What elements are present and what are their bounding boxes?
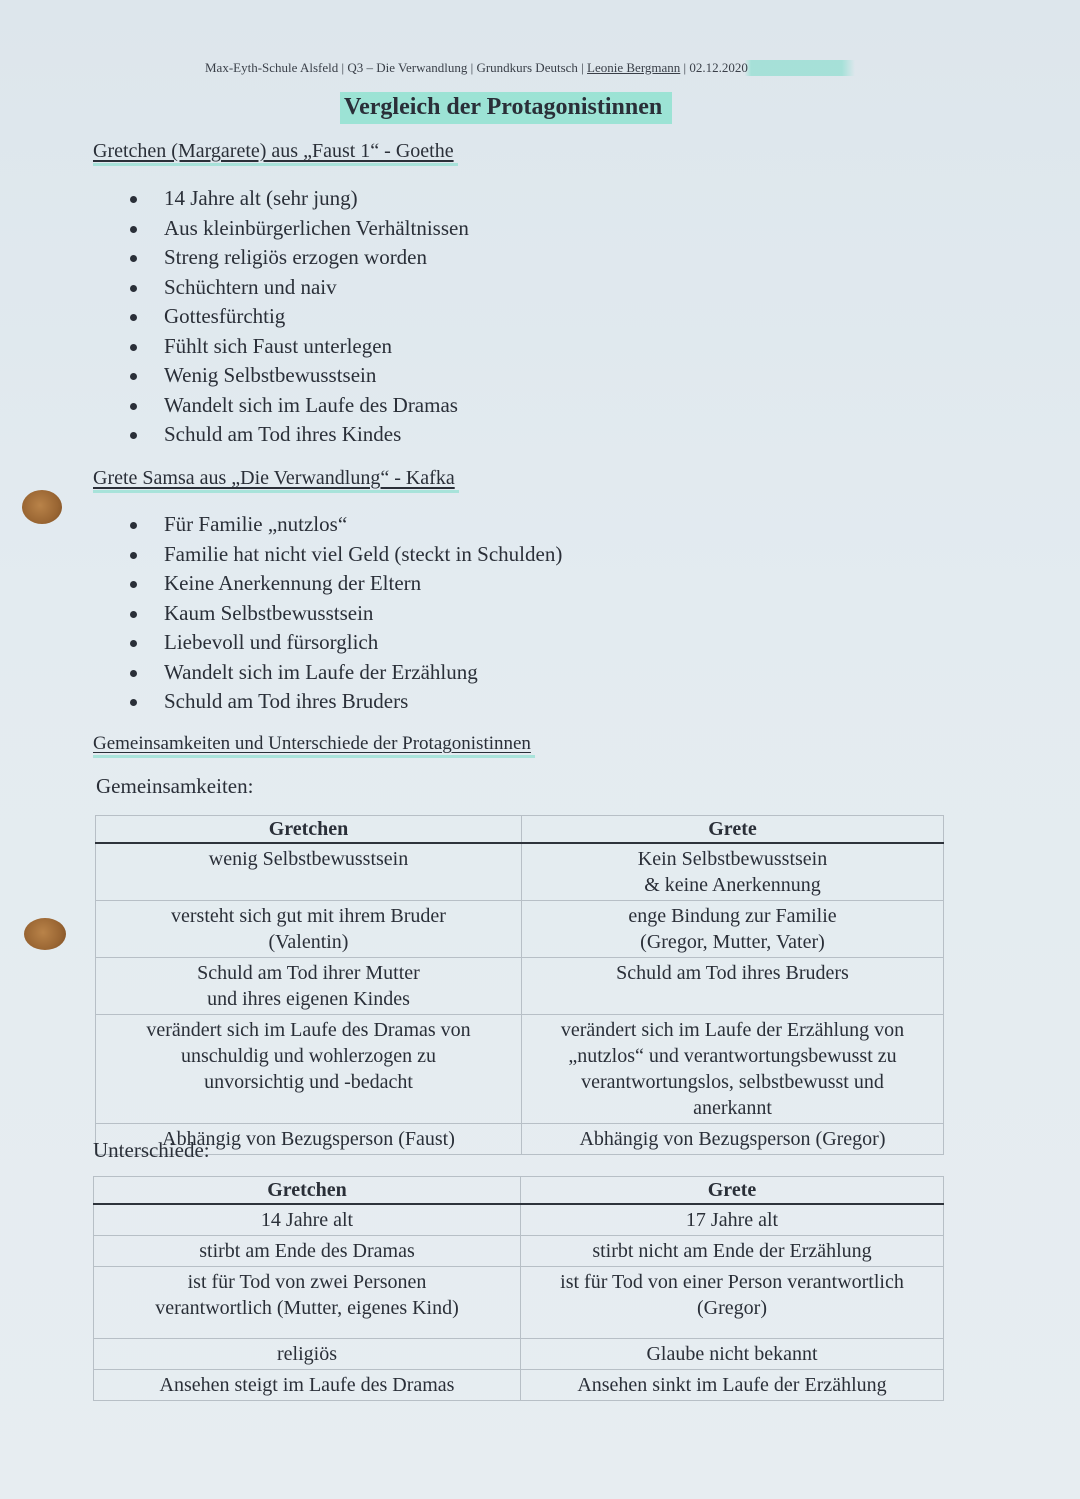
table-header-cell: Grete <box>521 1177 944 1205</box>
list-item: Streng religiös erzogen worden <box>130 243 469 273</box>
table-cell: 17 Jahre alt <box>521 1204 944 1236</box>
table-cell: ist für Tod von einer Person verantwortlich (Gregor) <box>521 1267 944 1339</box>
document-header: Max-Eyth-Schule Alsfeld | Q3 – Die Verwandlung | Grundkurs Deutsch | Leonie Bergmann | 02.12.2020 <box>205 60 855 76</box>
section-heading-comparison: Gemeinsamkeiten und Unterschiede der Protagonistinnen <box>93 733 535 758</box>
table-cell: verändert sich im Laufe der Erzählung von „nutzlos“ und verantwortungsbewusst zu verantwortungslos, selbstbewusst und anerkannt <box>522 1015 944 1124</box>
list-item: Schüchtern und naiv <box>130 273 469 303</box>
table-row <box>94 1370 944 1401</box>
list-item: Für Familie „nutzlos“ <box>130 510 562 540</box>
similarities-table <box>95 815 944 1155</box>
list-item: Fühlt sich Faust unterlegen <box>130 332 469 362</box>
table-header-cell: Gretchen <box>96 816 522 844</box>
table-row <box>96 1015 944 1124</box>
table-cell: versteht sich gut mit ihrem Bruder (Valentin) <box>96 901 522 958</box>
header-school: Max-Eyth-Schule Alsfeld <box>205 60 339 75</box>
table-row <box>96 843 944 901</box>
list-item: Familie hat nicht viel Geld (steckt in Schulden) <box>130 540 562 570</box>
table-row <box>96 1124 944 1155</box>
table-row <box>96 958 944 1015</box>
similarities-label: Gemeinsamkeiten: <box>96 774 254 798</box>
table-row <box>94 1339 944 1370</box>
table-header-cell: Gretchen <box>94 1177 521 1205</box>
table-cell: religiös <box>94 1339 521 1370</box>
list-item: Keine Anerkennung der Eltern <box>130 569 562 599</box>
table-cell: Ansehen steigt im Laufe des Dramas <box>94 1370 521 1401</box>
table-cell: stirbt am Ende des Dramas <box>94 1236 521 1267</box>
list-item: Aus kleinbürgerlichen Verhältnissen <box>130 214 469 244</box>
table-cell: Glaube nicht bekannt <box>521 1339 944 1370</box>
table-cell: Schuld am Tod ihres Bruders <box>522 958 944 1015</box>
page-title: Vergleich der Protagonistinnen <box>340 92 672 124</box>
differences-table <box>93 1176 944 1401</box>
section-heading-gretchen: Gretchen (Margarete) aus „Faust 1“ - Goethe <box>93 140 458 166</box>
grete-traits-list <box>130 510 562 717</box>
table-cell: Schuld am Tod ihrer Mutter und ihres eigenen Kindes <box>96 958 522 1015</box>
list-item: Liebevoll und fürsorglich <box>130 628 562 658</box>
table-cell: Ansehen sinkt im Laufe der Erzählung <box>521 1370 944 1401</box>
table-cell: verändert sich im Laufe des Dramas von unschuldig und wohlerzogen zu unvorsichtig und -bedacht <box>96 1015 522 1124</box>
table-cell: enge Bindung zur Familie (Gregor, Mutter, Vater) <box>522 901 944 958</box>
punch-hole-bottom <box>24 918 66 950</box>
list-item: Wandelt sich im Laufe der Erzählung <box>130 658 562 688</box>
table-row <box>94 1236 944 1267</box>
list-item: Wandelt sich im Laufe des Dramas <box>130 391 469 421</box>
table-cell: Abhängig von Bezugsperson (Faust) <box>96 1124 522 1155</box>
list-item: Kaum Selbstbewusstsein <box>130 599 562 629</box>
table-cell: Kein Selbstbewusstsein & keine Anerkennung <box>522 843 944 901</box>
header-subject: Grundkurs Deutsch <box>476 60 578 75</box>
table-row <box>94 1204 944 1236</box>
list-item: Schuld am Tod ihres Bruders <box>130 687 562 717</box>
list-item: Gottesfürchtig <box>130 302 469 332</box>
table-row <box>96 901 944 958</box>
list-item: 14 Jahre alt (sehr jung) <box>130 184 469 214</box>
header-course: Q3 – Die Verwandlung <box>347 60 468 75</box>
gretchen-traits-list <box>130 184 469 450</box>
table-cell: stirbt nicht am Ende der Erzählung <box>521 1236 944 1267</box>
punch-hole-top <box>22 490 62 524</box>
header-date: 02.12.2020 <box>689 60 748 75</box>
table-cell: Abhängig von Bezugsperson (Gregor) <box>522 1124 944 1155</box>
table-header-cell: Grete <box>522 816 944 844</box>
differences-label: Unterschiede: <box>93 1138 210 1162</box>
list-item: Wenig Selbstbewusstsein <box>130 361 469 391</box>
table-cell: wenig Selbstbewusstsein <box>96 843 522 901</box>
table-cell: ist für Tod von zwei Personen verantwortlich (Mutter, eigenes Kind) <box>94 1267 521 1339</box>
header-author: Leonie Bergmann <box>587 60 681 75</box>
table-cell: 14 Jahre alt <box>94 1204 521 1236</box>
list-item: Schuld am Tod ihres Kindes <box>130 420 469 450</box>
section-heading-grete: Grete Samsa aus „Die Verwandlung“ - Kafka <box>93 467 459 493</box>
table-row <box>94 1267 944 1339</box>
